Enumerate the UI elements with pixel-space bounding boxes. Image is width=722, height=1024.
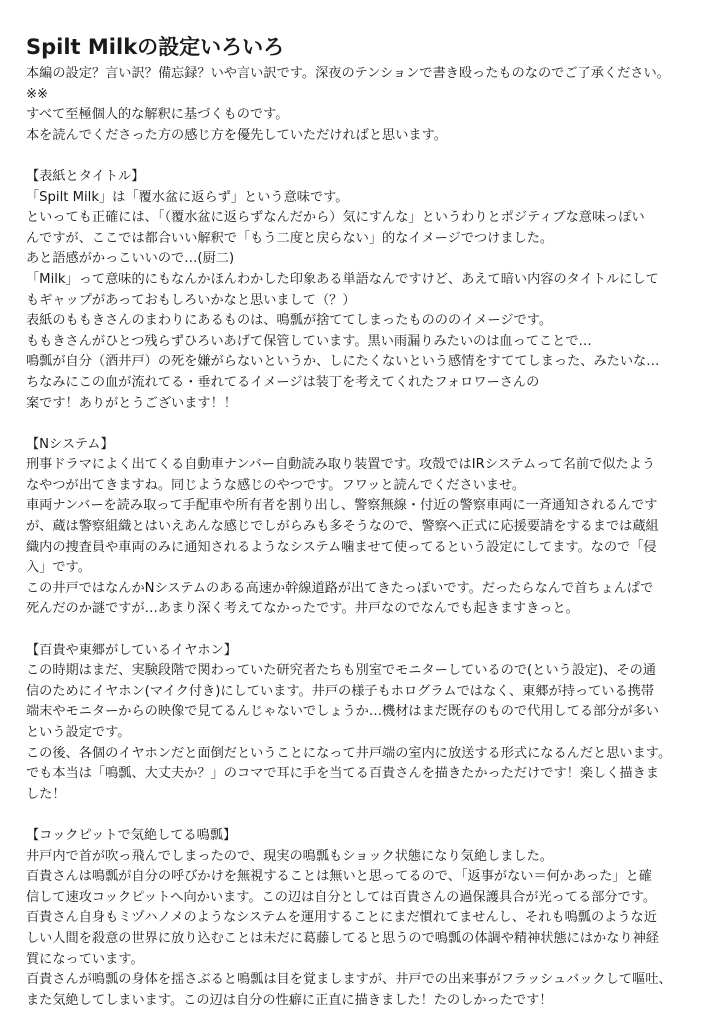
- section-line: 端末やモニターからの映像で見てるんじゃないでしょうか…機材はまだ既存のもので代用してる部分が多い: [26, 704, 659, 720]
- section-line: 案です！ありがとうございます！！: [26, 395, 237, 411]
- section-line: でも本当は「鳴瓢、大丈夫か？」のコマで耳に手を当てる百貴さんを描きたかっただけです！楽しく描きま: [26, 766, 659, 782]
- intro-line: 本を読んでくださった方の感じ方を優先していただければと思います。: [26, 127, 447, 143]
- document-title: Spilt Milkの設定いろいろ: [26, 35, 285, 59]
- section-line: 百貴さんは鳴瓢が自分の呼びかけを無視することは無いと思ってるので、「返事がない＝何かあった」と確: [26, 869, 652, 885]
- intro-block: [26, 64, 696, 146]
- intro-line: 本編の設定？言い訳？備忘録？いや言い訳です。深夜のテンションで書き殴ったものなのでご了承ください。: [26, 66, 670, 81]
- section-line: 井戸内で首が吹っ飛んでしまったので、現実の鳴瓢もショック状態になり気絶しました。: [26, 848, 553, 864]
- section-line: 鳴瓢が自分（酒井戸）の死を嫌がらないというか、しにたくないという感情をすててしまった、みたいな…: [26, 354, 660, 370]
- spacer: [26, 620, 696, 641]
- section-line: 刑事ドラマによく出てくる自動車ナンバー自動読み取り装置です。攻殻ではIRシステムって名前で似たよう: [26, 457, 656, 473]
- section-heading: 【表紙とタイトル】: [26, 168, 145, 184]
- section-line: なやつが出てきますね。同じような感じのやつです。フワッと読んでくださいませ。: [26, 477, 526, 493]
- spacer: [26, 146, 696, 167]
- section-earphones: [26, 641, 696, 806]
- section-line: ちなみにこの血が流れてる・垂れてるイメージは装丁を考えてくれたフォロワーさんの: [26, 374, 540, 390]
- section-line: しい人間を殺意の世界に放り込むことは未だに葛藤してると思うので鳴瓢の体調や精神状態にはかなり神経: [26, 930, 659, 946]
- section-line: 信のためにイヤホン(マイク付き)にしています。井戸の様子もホログラムではなく、東郷が持っている携帯: [26, 683, 655, 699]
- section-heading: 【百貴や東郷がしているイヤホン】: [26, 642, 237, 658]
- section-line: この時期はまだ、実験段階で関わっていた研究者たちも別室でモニターしているので(という設定)、その通: [26, 663, 656, 679]
- section-cockpit: [26, 826, 696, 1011]
- section-line: 「Spilt Milk」は「覆水盆に返らず」という意味です。: [26, 189, 349, 205]
- section-line: 百貴さんが鳴瓢の身体を揺さぶると鳴瓢は目を覚ましますが、井戸での出来事がフラッシュバックして嘔吐、: [26, 972, 672, 988]
- section-line: した！: [26, 786, 66, 802]
- section-line: といっても正確には、「（覆水盆に返らずなんだから）気にすんな」というわりとポジティブな意味っぽい: [26, 210, 645, 226]
- section-line: この井戸ではなんかNシステムのある高速か幹線道路が出てきたっぽいです。だったらなんで首ちょんぱで: [26, 580, 654, 596]
- section-line: また気絶してしまいます。この辺は自分の性癖に正直に描きました！たのしかったです！: [26, 992, 553, 1008]
- section-line: 信して速攻コックピットへ向かいます。この辺は自分としては百貴さんの過保護具合が光ってる部分です。: [26, 889, 657, 905]
- section-line: 死んだのか謎ですが…あまり深く考えてなかったです。井戸なのでなんでも起きますきっと。: [26, 601, 579, 617]
- section-heading: 【Nシステム】: [26, 436, 114, 452]
- section-line: 質になっています。: [26, 951, 144, 967]
- section-line: 表紙のももきさんのまわりにあるものは、鳴瓢が捨ててしまったものののイメージです。: [26, 313, 553, 329]
- section-line: 車両ナンバーを読み取って手配車や所有者を割り出し、警察無線・付近の警察車両に一斉通知されるんです: [26, 498, 658, 514]
- intro-line: すべて至極個人的な解釈に基づくものです。: [26, 107, 289, 123]
- section-line: 入」です。: [26, 560, 91, 576]
- intro-line: ※※: [26, 86, 49, 102]
- section-line: 百貴さん自身もミヅハノメのようなシステムを運用することにまだ慣れてませんし、それも鳴瓢のような近: [26, 910, 657, 926]
- section-line: あと語感がかっこいいので…(厨二): [26, 251, 235, 267]
- section-line: が、蔵は警察組織とはいえあんな感じでしがらみも多そうなので、警察へ正式に応援要請をするまでは蔵組: [26, 519, 659, 535]
- section-heading: 【コックピットで気絶してる鳴瓢】: [26, 827, 237, 843]
- section-line: んですが、ここでは都合いい解釈で「もう二度と戻らない」的なイメージでつけました。: [26, 230, 554, 246]
- section-line: もギャップがあっておもしろいかなと思いまして（？）: [26, 292, 356, 308]
- section-line: という設定です。: [26, 725, 131, 740]
- section-n-system: [26, 435, 696, 620]
- spacer: [26, 414, 696, 435]
- spacer: [26, 805, 696, 826]
- section-line: 「Milk」って意味的にもなんかほんわかした印象ある単語なんですけど、あえて暗い内容のタイトルにして: [26, 271, 659, 287]
- section-line: ももきさんがひとつ残らずひろいあげて保管しています。黒い雨漏りみたいのは血ってことで…: [26, 333, 592, 349]
- section-line: 織内の捜査員や車両のみに通知されるようなシステム噛ませて使ってるという設定にしてます。なので「侵: [26, 539, 657, 555]
- section-line: この後、各個のイヤホンだと面倒だということになって井戸端の室内に放送する形式になるんだと思います。: [26, 745, 672, 761]
- section-cover-title: [26, 167, 696, 414]
